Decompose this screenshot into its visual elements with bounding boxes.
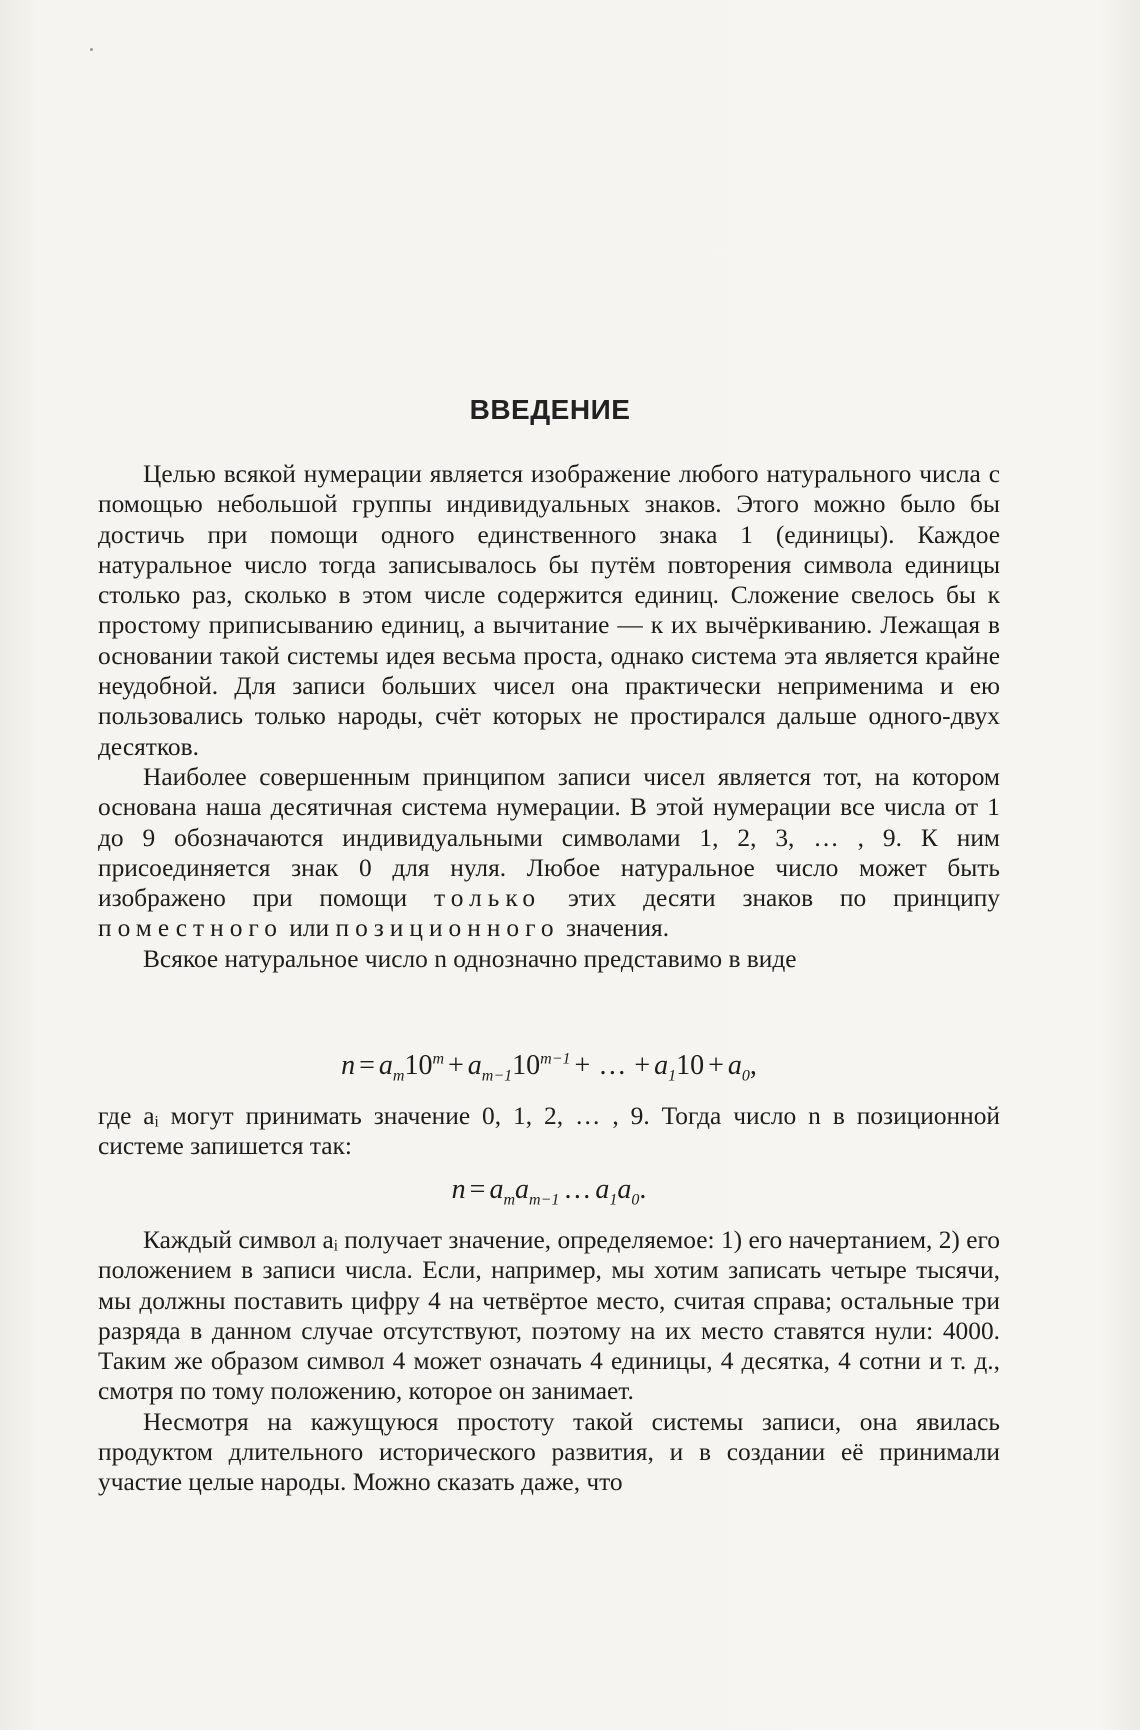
paragraph-3: Всякое натуральное число n однозначно представимо в виде: [143, 944, 797, 973]
text-block-1: [98, 459, 1000, 974]
emphasis-only: только: [433, 884, 542, 913]
paragraph-2-mid: этих десяти знаков по принципу: [567, 884, 1000, 913]
paragraph-4: где aᵢ могут принимать значение 0, 1, 2, … , 9. Тогда число n в позиционной системе запишется так:: [98, 1102, 1000, 1161]
paragraph-2-or: или: [289, 914, 330, 943]
emphasis-positional: позиционного: [335, 914, 560, 943]
paragraph-2: [98, 762, 1000, 944]
paragraph-5: Каждый символ aᵢ получает значение, определяемое: 1) его начертанием, 2) его положением в записи числа. Если, например, мы хотим записать четыре тысячи, мы должны поставить цифру 4 на четвёртое место, считая справа; остальные три разряда в данном случае отсутствуют, поэтому на их место ставятся нули: 4000. Таким же образом символ 4 может означать 4 единицы, 4 десятка, 4 сотни и т. д., смотря по тому положению, которое он занимает.: [98, 1226, 1000, 1406]
formula-positional: $n = a_ma_{m-1}$ … $a_1a_0$.: [451, 1174, 647, 1209]
page-title: ВВЕДЕНИЕ: [469, 394, 631, 425]
text-block-3: [98, 1225, 1000, 1498]
paragraph-1: Целью всякой нумерации является изображение любого натурального числа с помощью небольшой группы индивидуальных знаков. Этого можно было бы достичь при помощи одного единственного знака 1 (единицы). Каждое натуральное число тогда записывалось бы путём повторения символа единицы столько раз, сколько в этом числе содержится единиц. Сложение свелось бы к простому приписыванию единиц, а вычитание — к их вычёркиванию. Лежащая в основании такой системы идея весьма проста, однако система эта является крайне неудобной. Для записи больших чисел она практически неприменима и ею пользовались только народы, счёт которых не простирался дальше одного-двух десятков.: [98, 460, 1000, 761]
paragraph-6: Несмотря на кажущуюся простоту такой системы записи, она явилась продуктом длительного исторического развития, и в создании её принимали участие целые народы. Можно сказать даже, что: [98, 1407, 1000, 1497]
emphasis-local: поместного: [98, 914, 283, 943]
speck: [90, 48, 93, 51]
text-block-2: [98, 1101, 1000, 1162]
paragraph-2-start: Наиболее совершенным принципом записи чисел является тот, на котором основана наша десятичная система нумерации. В этой нумерации все числа от 1 до 9 обозначаются индивидуальными символами 1, 2, 3, … , 9. К ним присоединяется знак 0 для нуля. Любое натуральное число может быть изображено при помощи: [98, 762, 1000, 913]
formula-expansion: $n = a_m10^m + a_{m-1}10^{m-1}$ + … + $a_110 + a_0$,: [341, 1050, 757, 1085]
paragraph-2-end: значения.: [565, 914, 670, 943]
